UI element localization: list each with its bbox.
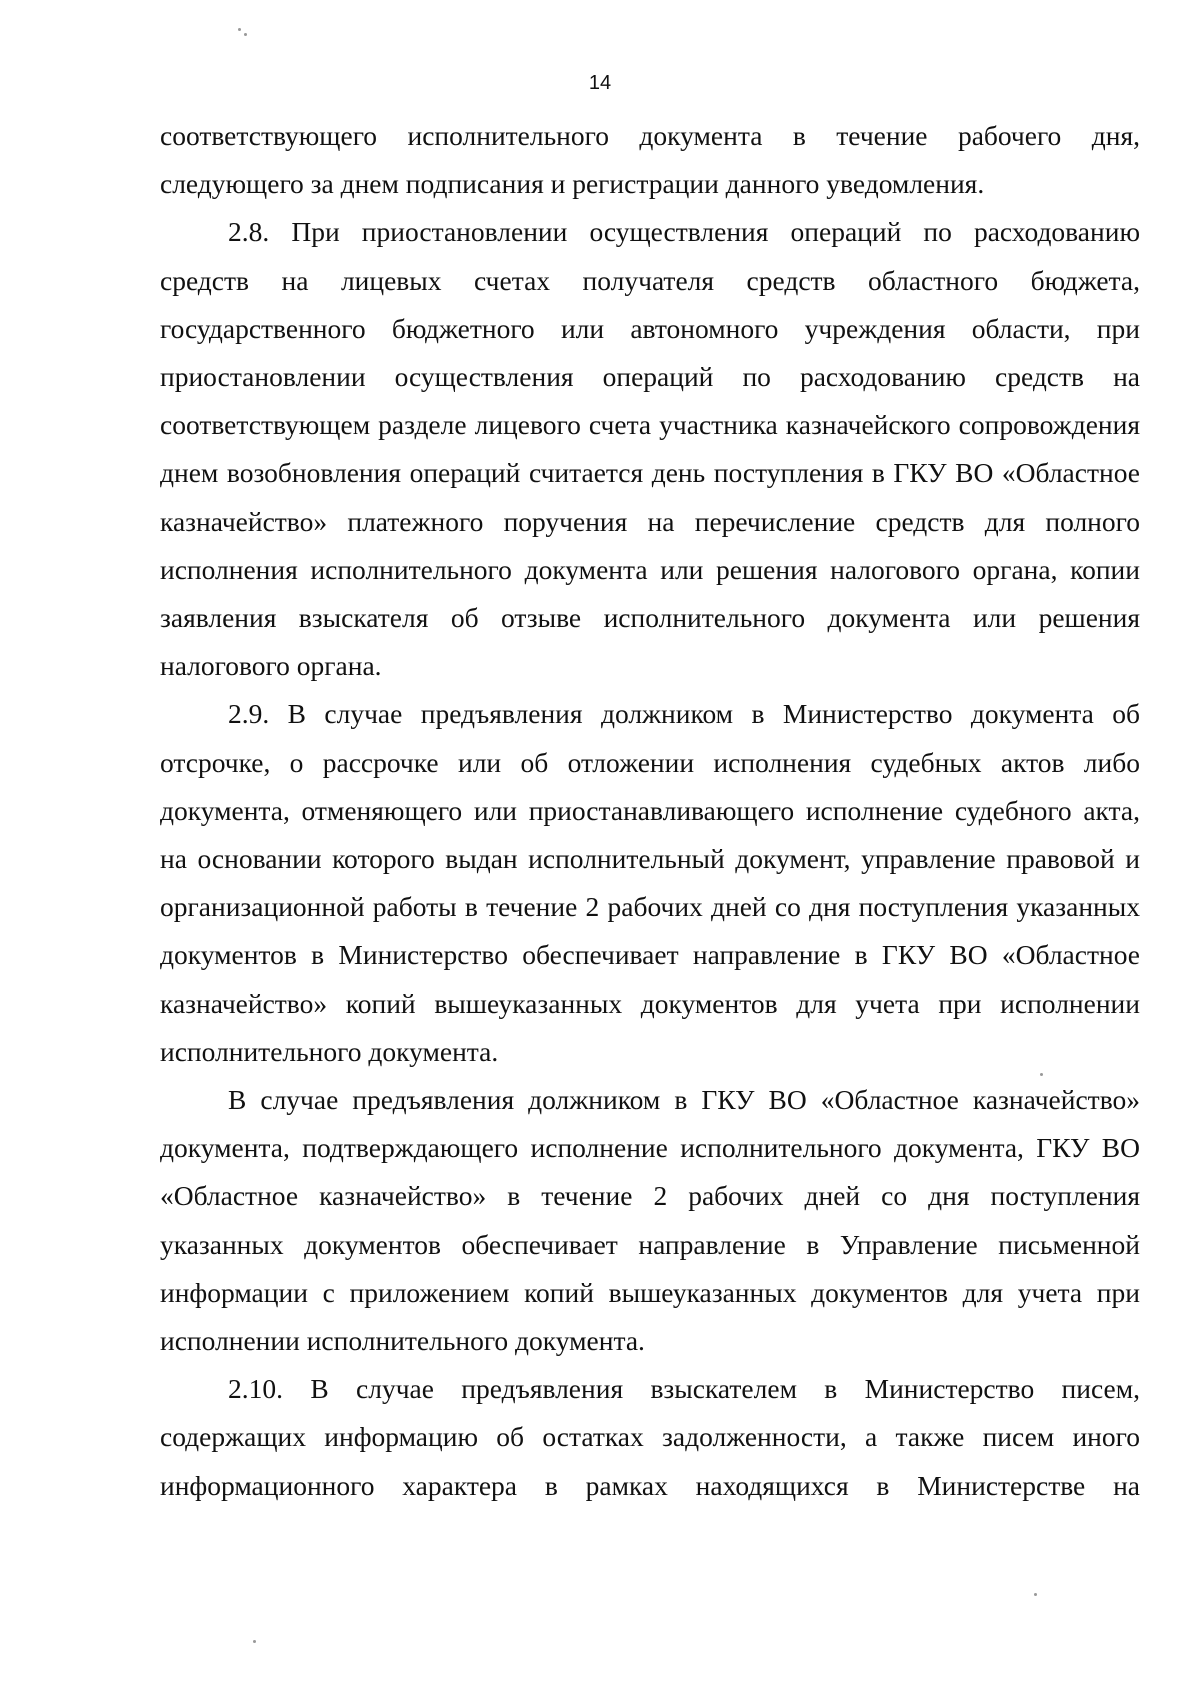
- paragraph-continuation: соответствующего исполнительного документа в течение рабочего дня, следующего за днем подписания и регистрации данного уведомления.: [160, 120, 1140, 200]
- paragraph-2-8: 2.8. При приостановлении осуществления операций по расходованию средств на лицевых счетах получателя средств областного бюджета, государственного бюджетного или автономного учреждения области, при приостановлении осуществления операций по расходованию средств на соответствующем разделе лицевого счета участника казначейского сопровождения днем возобновления операций считается день поступления в ГКУ ВО «Областное казначейство» платежного поручения на перечисление средств для полного исполнения исполнительного документа или решения налогового органа, копии заявления взыскателя об отзыве исполнительного документа или решения налогового органа.: [160, 216, 1140, 682]
- scan-speck: [1034, 1593, 1037, 1596]
- scan-speck: [238, 28, 241, 31]
- scan-speck: [244, 33, 247, 36]
- page-number: 14: [588, 72, 612, 94]
- document-body: [160, 112, 1140, 1510]
- paragraph-2-9-continued: В случае предъявления должником в ГКУ ВО «Областное казначейство» документа, подтверждающего исполнение исполнительного документа, ГКУ ВО «Областное казначейство» в течение 2 рабочих дней со дня поступления указанных документов обеспечивает направление в Управление письменной информации с приложением копий вышеуказанных документов для учета при исполнении исполнительного документа.: [160, 1084, 1140, 1357]
- scan-speck: [253, 1640, 256, 1643]
- paragraph-2-9: 2.9. В случае предъявления должником в Министерство документа об отсрочке, о рассрочке или об отложении исполнения судебных актов либо документа, отменяющего или приостанавливающего исполнение судебного акта, на основании которого выдан исполнительный документ, управление правовой и организационной работы в течение 2 рабочих дней со дня поступления указанных документов в Министерство обеспечивает направление в ГКУ ВО «Областное казначейство» копий вышеуказанных документов для учета при исполнении исполнительного документа.: [160, 698, 1140, 1067]
- paragraph-2-10: 2.10. В случае предъявления взыскателем в Министерство писем, содержащих информацию об остатках задолженности, а также писем иного информационного характера в рамках находящихся в Министерстве на: [160, 1373, 1140, 1501]
